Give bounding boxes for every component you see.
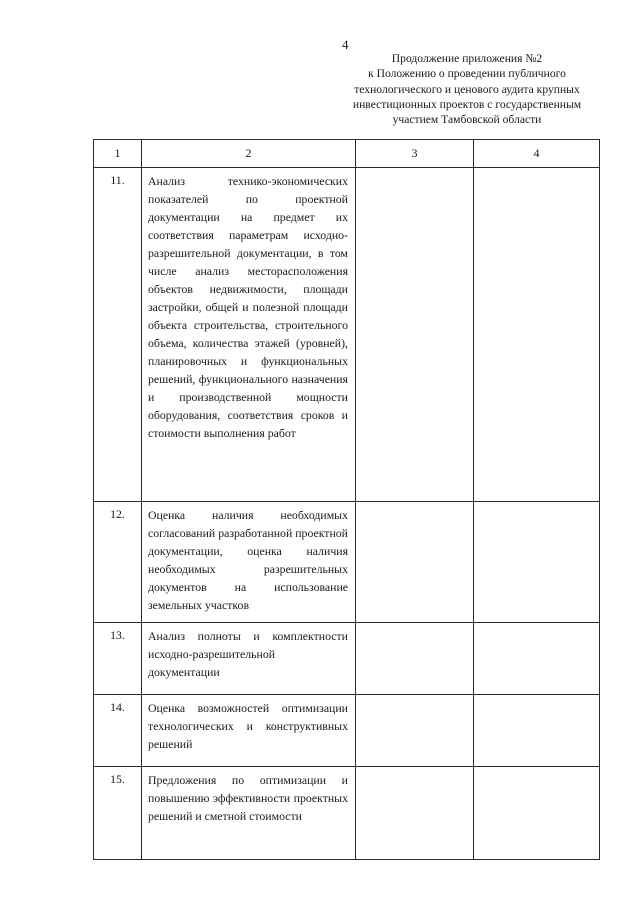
table-row xyxy=(94,767,600,860)
appendix-header-line: к Положению о проведении публичного xyxy=(368,67,566,81)
row-col4 xyxy=(474,623,600,695)
table-header-row xyxy=(94,140,600,168)
column-header: 3 xyxy=(356,140,474,168)
table-row xyxy=(94,168,600,502)
row-number: 13. xyxy=(94,623,142,695)
row-description: Анализ полноты и комплектности исходно-разрешительной документации xyxy=(142,623,356,695)
row-col3 xyxy=(356,502,474,623)
row-col3 xyxy=(356,695,474,767)
column-header: 1 xyxy=(94,140,142,168)
column-header: 4 xyxy=(474,140,600,168)
row-col3 xyxy=(356,767,474,860)
row-col3 xyxy=(356,623,474,695)
row-number: 11. xyxy=(94,168,142,502)
appendix-header-line: технологического и ценового аудита крупных xyxy=(354,82,580,96)
row-col4 xyxy=(474,767,600,860)
table-row xyxy=(94,502,600,623)
row-number: 14. xyxy=(94,695,142,767)
row-description: Оценка наличия необходимых согласований разработанной проектной документации, оценка наличия необходимых разрешительных документов на использование земельных участков xyxy=(142,502,356,623)
row-description: Предложения по оптимизации и повышению эффективности проектных решений и сметной стоимости xyxy=(142,767,356,860)
audit-table xyxy=(93,139,600,860)
row-col3 xyxy=(356,168,474,502)
row-number: 15. xyxy=(94,767,142,860)
appendix-header-line: инвестиционных проектов с государственным xyxy=(352,97,582,111)
table-row xyxy=(94,623,600,695)
page-number: 4 xyxy=(342,37,349,52)
row-description: Оценка возможностей оптимизации технологических и конструктивных решений xyxy=(142,695,356,767)
row-description: Анализ технико-экономических показателей по проектной документации на предмет их соответствия параметрам исходно-разрешительной документации, в том числе анализ месторасположения объектов недвижимости, площади застройки, общей и полезной площади объекта строительства, строительного объема, количества этажей (уровней), планировочных и функциональных решений, функционального назначения и производственной мощности оборудования, соответствия сроков и стоимости выполнения работ xyxy=(142,168,356,502)
appendix-header-line: участием Тамбовской области xyxy=(392,113,542,127)
row-col4 xyxy=(474,695,600,767)
appendix-header xyxy=(330,51,604,127)
row-col4 xyxy=(474,502,600,623)
column-header: 2 xyxy=(142,140,356,168)
row-number: 12. xyxy=(94,502,142,623)
appendix-header-line: Продолжение приложения №2 xyxy=(391,52,543,65)
row-col4 xyxy=(474,168,600,502)
table-row xyxy=(94,695,600,767)
